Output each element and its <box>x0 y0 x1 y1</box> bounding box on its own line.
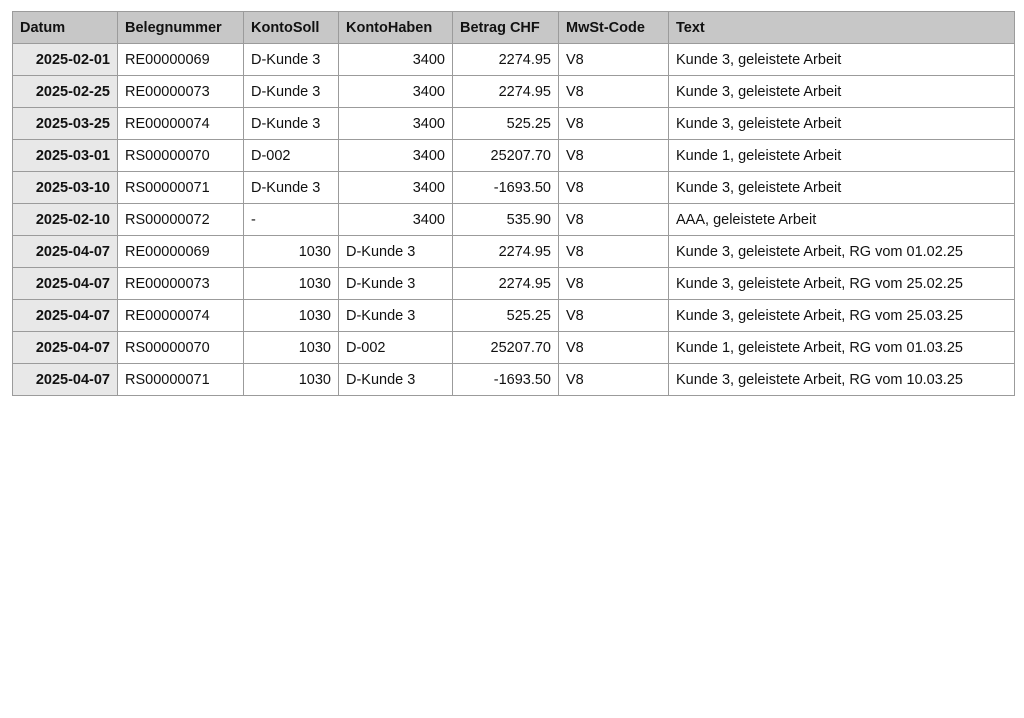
cell-kontohaben[interactable]: D-Kunde 3 <box>339 236 453 268</box>
cell-kontosoll[interactable]: 1030 <box>244 364 339 396</box>
table-row <box>13 108 1015 140</box>
table-row <box>13 140 1015 172</box>
table-row <box>13 300 1015 332</box>
cell-mwst-code[interactable]: V8 <box>559 76 669 108</box>
cell-kontohaben[interactable]: 3400 <box>339 44 453 76</box>
cell-mwst-code[interactable]: V8 <box>559 364 669 396</box>
cell-betrag[interactable]: 2274.95 <box>453 236 559 268</box>
column-header-mwst-code[interactable]: MwSt-Code <box>559 12 669 44</box>
cell-kontosoll[interactable]: 1030 <box>244 300 339 332</box>
cell-betrag[interactable]: -1693.50 <box>453 364 559 396</box>
cell-kontohaben[interactable]: 3400 <box>339 204 453 236</box>
cell-kontosoll[interactable]: 1030 <box>244 268 339 300</box>
cell-betrag[interactable]: 25207.70 <box>453 332 559 364</box>
cell-kontohaben[interactable]: 3400 <box>339 140 453 172</box>
cell-text[interactable]: Kunde 1, geleistete Arbeit, RG vom 01.03.25 <box>669 332 1015 364</box>
table-row <box>13 204 1015 236</box>
cell-kontosoll[interactable]: D-Kunde 3 <box>244 172 339 204</box>
table-row <box>13 364 1015 396</box>
cell-belegnummer[interactable]: RS00000070 <box>118 332 244 364</box>
cell-kontosoll[interactable]: 1030 <box>244 332 339 364</box>
cell-datum[interactable]: 2025-03-25 <box>13 108 118 140</box>
table-row <box>13 76 1015 108</box>
cell-belegnummer[interactable]: RE00000069 <box>118 44 244 76</box>
cell-betrag[interactable]: 525.25 <box>453 300 559 332</box>
cell-belegnummer[interactable]: RS00000072 <box>118 204 244 236</box>
cell-mwst-code[interactable]: V8 <box>559 236 669 268</box>
cell-text[interactable]: Kunde 1, geleistete Arbeit <box>669 140 1015 172</box>
cell-text[interactable]: Kunde 3, geleistete Arbeit <box>669 44 1015 76</box>
cell-belegnummer[interactable]: RS00000071 <box>118 172 244 204</box>
cell-text[interactable]: Kunde 3, geleistete Arbeit <box>669 76 1015 108</box>
cell-datum[interactable]: 2025-04-07 <box>13 236 118 268</box>
cell-text[interactable]: Kunde 3, geleistete Arbeit, RG vom 01.02.25 <box>669 236 1015 268</box>
cell-kontosoll[interactable]: D-Kunde 3 <box>244 44 339 76</box>
cell-belegnummer[interactable]: RE00000073 <box>118 268 244 300</box>
cell-mwst-code[interactable]: V8 <box>559 108 669 140</box>
cell-mwst-code[interactable]: V8 <box>559 268 669 300</box>
column-header-kontosoll[interactable]: KontoSoll <box>244 12 339 44</box>
cell-datum[interactable]: 2025-02-01 <box>13 44 118 76</box>
cell-belegnummer[interactable]: RS00000070 <box>118 140 244 172</box>
cell-datum[interactable]: 2025-04-07 <box>13 332 118 364</box>
cell-text[interactable]: AAA, geleistete Arbeit <box>669 204 1015 236</box>
cell-datum[interactable]: 2025-04-07 <box>13 268 118 300</box>
table-row <box>13 332 1015 364</box>
cell-kontohaben[interactable]: D-002 <box>339 332 453 364</box>
cell-datum[interactable]: 2025-03-01 <box>13 140 118 172</box>
booking-table <box>12 11 1015 396</box>
cell-betrag[interactable]: 535.90 <box>453 204 559 236</box>
ledger-sheet <box>12 11 1014 396</box>
cell-betrag[interactable]: 2274.95 <box>453 76 559 108</box>
column-header-text[interactable]: Text <box>669 12 1015 44</box>
header-row <box>13 12 1015 44</box>
cell-belegnummer[interactable]: RE00000069 <box>118 236 244 268</box>
table-row <box>13 236 1015 268</box>
cell-datum[interactable]: 2025-03-10 <box>13 172 118 204</box>
cell-kontohaben[interactable]: D-Kunde 3 <box>339 268 453 300</box>
cell-kontohaben[interactable]: D-Kunde 3 <box>339 364 453 396</box>
cell-betrag[interactable]: 2274.95 <box>453 44 559 76</box>
cell-kontosoll[interactable]: 1030 <box>244 236 339 268</box>
cell-kontosoll[interactable]: D-002 <box>244 140 339 172</box>
cell-kontohaben[interactable]: 3400 <box>339 108 453 140</box>
cell-betrag[interactable]: 2274.95 <box>453 268 559 300</box>
cell-betrag[interactable]: -1693.50 <box>453 172 559 204</box>
cell-mwst-code[interactable]: V8 <box>559 172 669 204</box>
cell-mwst-code[interactable]: V8 <box>559 204 669 236</box>
cell-mwst-code[interactable]: V8 <box>559 332 669 364</box>
cell-text[interactable]: Kunde 3, geleistete Arbeit, RG vom 25.02.25 <box>669 268 1015 300</box>
cell-kontohaben[interactable]: D-Kunde 3 <box>339 300 453 332</box>
cell-betrag[interactable]: 525.25 <box>453 108 559 140</box>
table-row <box>13 268 1015 300</box>
cell-datum[interactable]: 2025-04-07 <box>13 300 118 332</box>
cell-belegnummer[interactable]: RE00000074 <box>118 108 244 140</box>
cell-text[interactable]: Kunde 3, geleistete Arbeit <box>669 108 1015 140</box>
cell-datum[interactable]: 2025-04-07 <box>13 364 118 396</box>
table-row <box>13 172 1015 204</box>
cell-kontohaben[interactable]: 3400 <box>339 76 453 108</box>
cell-text[interactable]: Kunde 3, geleistete Arbeit <box>669 172 1015 204</box>
cell-kontosoll[interactable]: D-Kunde 3 <box>244 108 339 140</box>
cell-belegnummer[interactable]: RE00000073 <box>118 76 244 108</box>
cell-betrag[interactable]: 25207.70 <box>453 140 559 172</box>
cell-mwst-code[interactable]: V8 <box>559 44 669 76</box>
cell-belegnummer[interactable]: RE00000074 <box>118 300 244 332</box>
column-header-betrag[interactable]: Betrag CHF <box>453 12 559 44</box>
cell-datum[interactable]: 2025-02-25 <box>13 76 118 108</box>
cell-kontohaben[interactable]: 3400 <box>339 172 453 204</box>
cell-belegnummer[interactable]: RS00000071 <box>118 364 244 396</box>
cell-kontosoll[interactable]: - <box>244 204 339 236</box>
table-row <box>13 44 1015 76</box>
column-header-belegnummer[interactable]: Belegnummer <box>118 12 244 44</box>
cell-mwst-code[interactable]: V8 <box>559 140 669 172</box>
column-header-kontohaben[interactable]: KontoHaben <box>339 12 453 44</box>
cell-text[interactable]: Kunde 3, geleistete Arbeit, RG vom 10.03.25 <box>669 364 1015 396</box>
cell-mwst-code[interactable]: V8 <box>559 300 669 332</box>
cell-datum[interactable]: 2025-02-10 <box>13 204 118 236</box>
cell-kontosoll[interactable]: D-Kunde 3 <box>244 76 339 108</box>
cell-text[interactable]: Kunde 3, geleistete Arbeit, RG vom 25.03.25 <box>669 300 1015 332</box>
column-header-datum[interactable]: Datum <box>13 12 118 44</box>
